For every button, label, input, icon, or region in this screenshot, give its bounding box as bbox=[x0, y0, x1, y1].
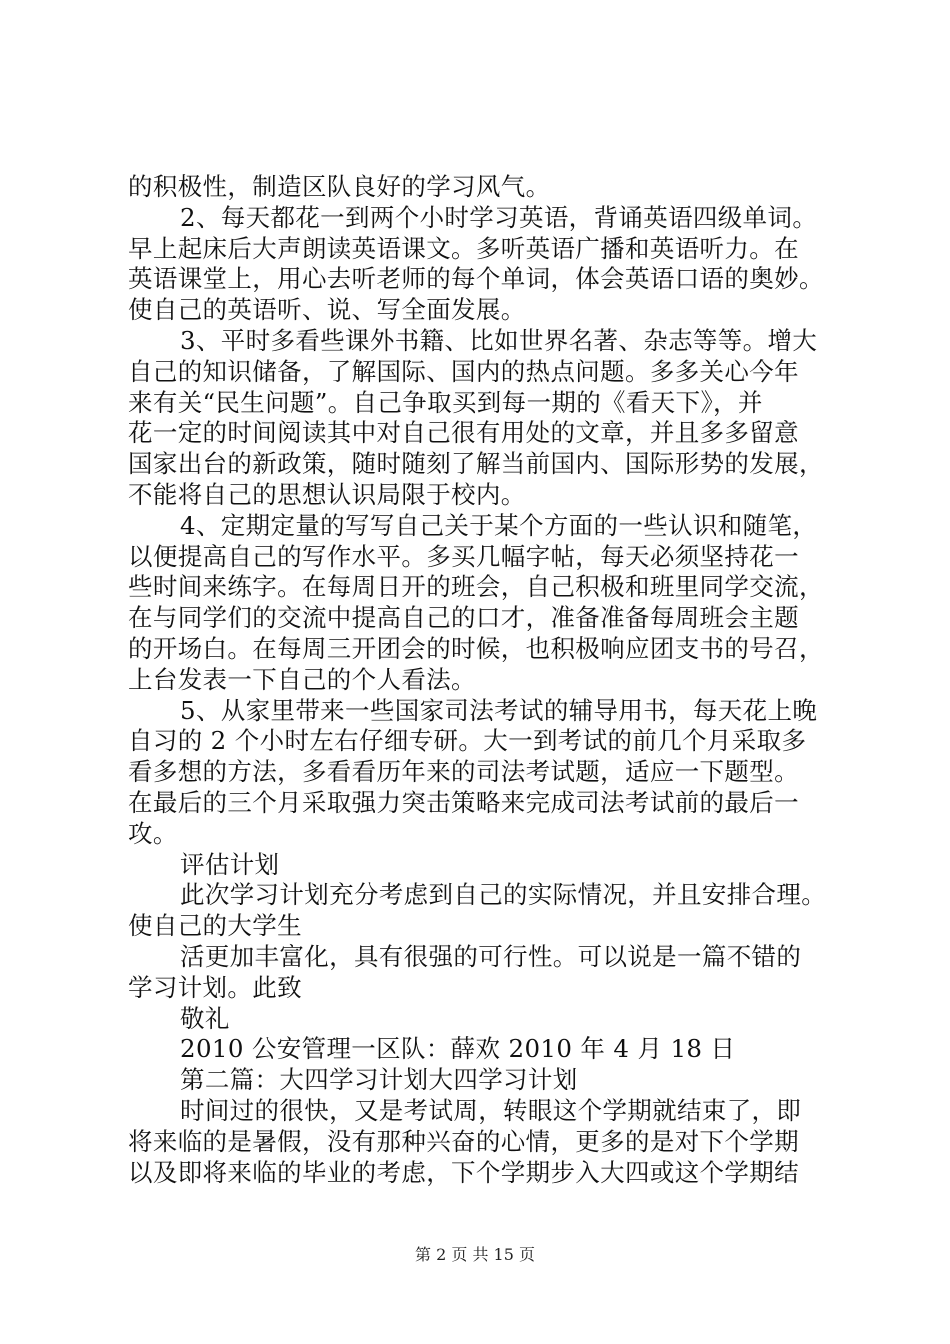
text-line: 自己的知识储备，了解国际、国内的热点问题。多多关心今年 bbox=[128, 356, 799, 386]
text-line: 在最后的三个月采取强力突击策略来完成司法考试前的最后一 bbox=[128, 787, 799, 817]
text-line: 自习的 2 个小时左右仔细专研。大一到考试的前几个月采取多 bbox=[128, 726, 807, 756]
text-line: 2、每天都花一到两个小时学习英语，背诵英语四级单词。 bbox=[180, 202, 818, 232]
text-line: 的开场白。在每周三开团会的时候，也积极响应团支书的号召， bbox=[128, 633, 824, 663]
text-line: 4、定期定量的写写自己关于某个方面的一些认识和随笔， bbox=[180, 510, 818, 540]
text-line: 2010 公安管理一区队：薛欢 2010 年 4 月 18 日 bbox=[180, 1034, 736, 1064]
text-line: 不能将自己的思想认识局限于校内。 bbox=[128, 479, 526, 509]
text-line: 3、平时多看些课外书籍、比如世界名著、杂志等等。增大 bbox=[180, 325, 818, 355]
text-line: 时间过的很快，又是考试周，转眼这个学期就结束了，即 bbox=[180, 1095, 802, 1125]
text-line: 英语课堂上，用心去听老师的每个单词，体会英语口语的奥妙。 bbox=[128, 264, 824, 294]
page-number-label: 第 2 页 共 15 页 bbox=[415, 1245, 535, 1264]
text-line: 5、从家里带来一些国家司法考试的辅导用书，每天花上晚 bbox=[180, 695, 818, 725]
text-line: 攻。 bbox=[128, 818, 178, 848]
text-line: 以便提高自己的写作水平。多买几幅字帖，每天必须坚持花一 bbox=[128, 541, 799, 571]
text-line: 早上起床后大声朗读英语课文。多听英语广播和英语听力。在 bbox=[128, 233, 799, 263]
text-line: 将来临的是暑假，没有那种兴奋的心情，更多的是对下个学期 bbox=[128, 1126, 799, 1156]
text-line: 敬礼 bbox=[180, 1003, 230, 1033]
page-footer bbox=[0, 1245, 950, 1265]
text-line: 以及即将来临的毕业的考虑，下个学期步入大四或这个学期结 bbox=[128, 1157, 799, 1187]
text-line: 国家出台的新政策，随时随刻了解当前国内、国际形势的发展， bbox=[128, 449, 824, 479]
text-line: 花一定的时间阅读其中对自己很有用处的文章，并且多多留意 bbox=[128, 418, 799, 448]
text-line: 来有关“民生问题”。自己争取买到每一期的《看天下》，并 bbox=[128, 387, 763, 417]
text-line: 此次学习计划充分考虑到自己的实际情况，并且安排合理。 bbox=[180, 880, 827, 910]
text-line: 的积极性，制造区队良好的学习风气。 bbox=[128, 172, 551, 201]
text-line: 使自己的英语听、说、写全面发展。 bbox=[128, 295, 526, 325]
text-line: 学习计划。此致 bbox=[128, 972, 302, 1002]
text-line: 使自己的大学生 bbox=[128, 911, 302, 941]
text-line: 在与同学们的交流中提高自己的口才，准备准备每周班会主题 bbox=[128, 603, 799, 633]
document-body bbox=[128, 172, 838, 1188]
text-line: 评估计划 bbox=[180, 849, 280, 879]
text-line: 活更加丰富化，具有很强的可行性。可以说是一篇不错的 bbox=[180, 941, 802, 971]
text-line: 看多想的方法，多看看历年来的司法考试题，适应一下题型。 bbox=[128, 757, 799, 787]
text-line: 上台发表一下自己的个人看法。 bbox=[128, 664, 476, 694]
text-line: 些时间来练字。在每周日开的班会，自己积极和班里同学交流， bbox=[128, 572, 824, 602]
text-line: 第二篇：大四学习计划大四学习计划 bbox=[180, 1065, 578, 1095]
